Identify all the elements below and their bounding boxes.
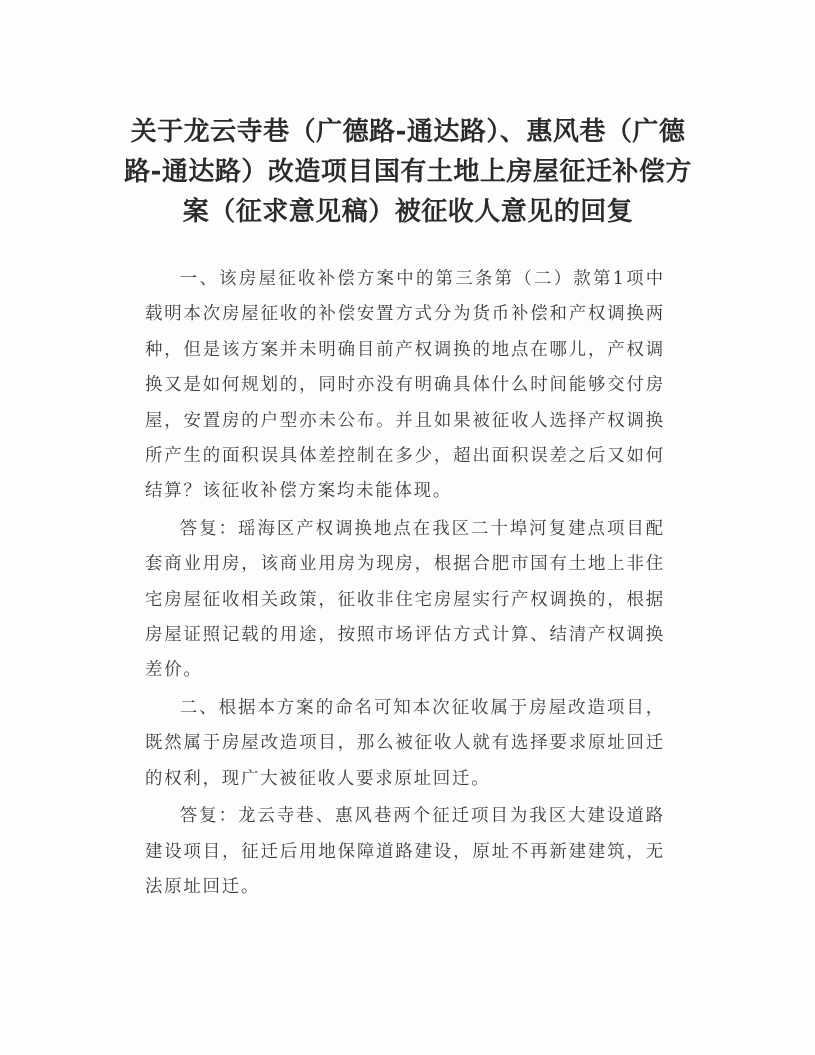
document-title: 关于龙云寺巷（广德路-通达路）、惠风巷（广德路-通达路）改造项目国有土地上房屋征迁补偿方案（征求意见稿）被征收人意见的回复 [124, 117, 692, 227]
paragraph-answer-1: 答复：瑶海区产权调换地点在我区二十埠河复建点项目配套商业用房，该商业用房为现房，根据合肥市国有土地上非住宅房屋征收相关政策，征收非住宅房屋实行产权调换的，根据房屋证照记载的用途，按照市场评估方式计算、结清产权调换差价。 [145, 518, 665, 681]
paragraph-question-1: 一、该房屋征收补偿方案中的第三条第（二）款第1项中载明本次房屋征收的补偿安置方式分为货币补偿和产权调换两种，但是该方案并未明确目前产权调换的地点在哪儿，产权调换又是如何规划的，同时亦没有明确具体什么时间能够交付房屋，安置房的户型亦未公布。并且如果被征收人选择产权调换所产生的面积误具体差控制在多少，超出面积误差之后又如何结算？该征收补偿方案均未能体现。 [145, 269, 665, 502]
paragraph-question-2: 二、根据本方案的命名可知本次征收属于房屋改造项目，既然属于房屋改造项目，那么被征收人就有选择要求原址回迁的权利，现广大被征收人要求原址回迁。 [145, 697, 665, 789]
paragraph-answer-2: 答复：龙云寺巷、惠风巷两个征迁项目为我区大建设道路建设项目，征迁后用地保障道路建设，原址不再新建建筑，无法原址回迁。 [145, 806, 665, 897]
document-body [145, 262, 665, 905]
